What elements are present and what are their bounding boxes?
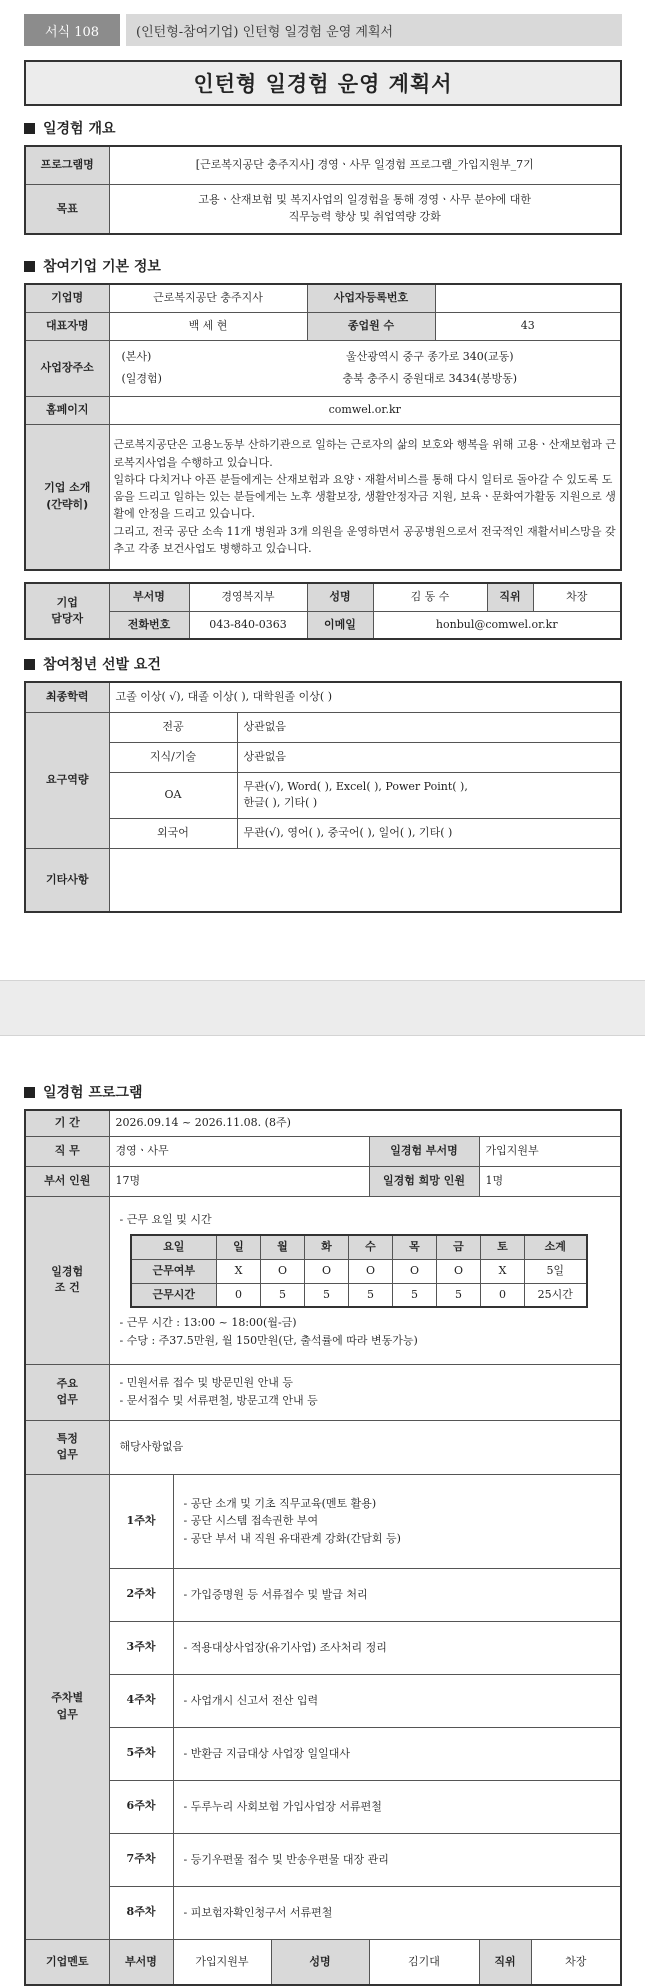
week-task-line: - 등기우편물 접수 및 반송우편물 대장 관리 — [183, 1852, 389, 1866]
week-label: 2주차 — [109, 1568, 173, 1621]
main-duty-label — [25, 1364, 109, 1420]
goal-line: 고용ㆍ산재보험 및 복지사업의 일경험을 통해 경영ㆍ사무 분야에 대한 — [198, 193, 532, 207]
schedule-cell: X — [217, 1259, 261, 1283]
schedule-cell: 5 — [349, 1283, 393, 1307]
week-label: 3주차 — [109, 1621, 173, 1674]
hq-address-row — [114, 349, 617, 366]
skill-label: 지식/기술 — [109, 742, 237, 772]
mentor-label: 기업멘토 — [25, 1939, 109, 1985]
contact-position-label: 직위 — [487, 583, 533, 611]
contact-dept-value: 경영복지부 — [189, 583, 307, 611]
oa-label: OA — [109, 772, 237, 818]
schedule-cell: O — [261, 1259, 305, 1283]
week-task-line: - 사업개시 신고서 전산 입력 — [183, 1693, 319, 1707]
work-condition-label — [25, 1196, 109, 1364]
week-label: 5주차 — [109, 1727, 173, 1780]
schedule-cell: O — [305, 1259, 349, 1283]
section-heading-overview — [24, 118, 116, 138]
schedule-header: 소계 — [525, 1235, 587, 1259]
weekly-label-line: 주차별 — [51, 1691, 84, 1704]
company-table — [24, 283, 622, 571]
special-duty-label — [25, 1420, 109, 1474]
schedule-cell: 0 — [217, 1283, 261, 1307]
week-tasks — [173, 1474, 621, 1568]
site-address: 충북 충주시 중원대로 3434(봉방동) — [342, 372, 518, 385]
schedule-cell: 5 — [437, 1283, 481, 1307]
main-duty-value — [109, 1364, 621, 1420]
schedule-header: 목 — [393, 1235, 437, 1259]
condition-pay: - 수당 : 주37.5만원, 월 150만원(단, 출석률에 따라 변동가능) — [119, 1333, 418, 1347]
site-address-row — [114, 371, 617, 388]
weekly-duty-label — [25, 1474, 109, 1939]
page-two — [0, 1036, 645, 1987]
program-name-label: 프로그램명 — [25, 146, 109, 184]
program-table — [24, 1109, 622, 1986]
section-title: 일경험 개요 — [43, 121, 116, 137]
major-label: 전공 — [109, 712, 237, 742]
dept-staff-label: 부서 인원 — [25, 1166, 109, 1196]
schedule-header: 일 — [217, 1235, 261, 1259]
form-number: 서식 108 — [24, 14, 120, 46]
schedule-cell: 5 — [305, 1283, 349, 1307]
week-task-line: - 피보험자확인청구서 서류편철 — [183, 1905, 333, 1919]
contact-table — [24, 582, 622, 640]
contact-dept-label: 부서명 — [109, 583, 189, 611]
etc-value — [109, 848, 621, 912]
section-title: 참여기업 기본 정보 — [43, 259, 161, 275]
schedule-cell: 25시간 — [525, 1283, 587, 1307]
week-tasks — [173, 1674, 621, 1727]
period-label: 기 간 — [25, 1110, 109, 1136]
major-value: 상관없음 — [237, 712, 621, 742]
job-label: 직 무 — [25, 1136, 109, 1166]
week-tasks — [173, 1621, 621, 1674]
special-label-line: 특정 — [56, 1431, 78, 1445]
contact-label-line: 담당자 — [51, 612, 84, 625]
contact-label-line: 기업 — [56, 595, 78, 609]
week-label: 7주차 — [109, 1833, 173, 1886]
oa-line: 한글( ), 기타( ) — [243, 796, 318, 809]
mentor-dept-value: 가입지원부 — [173, 1939, 271, 1985]
schedule-row-label: 근무여부 — [131, 1259, 217, 1283]
contact-position-value: 차장 — [533, 583, 621, 611]
section-heading-company — [24, 256, 161, 276]
schedule-header: 월 — [261, 1235, 305, 1259]
schedule-table — [130, 1234, 588, 1308]
schedule-header: 토 — [481, 1235, 525, 1259]
address-label: 사업장주소 — [25, 340, 109, 396]
week-tasks — [173, 1833, 621, 1886]
schedule-header: 요일 — [131, 1235, 217, 1259]
schedule-header: 금 — [437, 1235, 481, 1259]
schedule-header: 화 — [305, 1235, 349, 1259]
week-task-line: - 공단 부서 내 직원 유대관계 강화(간담회 등) — [183, 1531, 401, 1545]
wanted-count-value: 1명 — [479, 1166, 621, 1196]
homepage-label: 홈페이지 — [25, 396, 109, 424]
goal-value — [109, 184, 621, 234]
schedule-cell: 5 — [393, 1283, 437, 1307]
week-task-line: - 가입증명원 등 서류접수 및 발급 처리 — [183, 1587, 368, 1601]
mentor-position-value: 차장 — [531, 1939, 621, 1985]
week-task-line: - 반환금 지급대상 사업장 일일대사 — [183, 1746, 350, 1760]
square-bullet-icon — [24, 123, 35, 134]
schedule-cell: O — [393, 1259, 437, 1283]
competency-label: 요구역량 — [25, 712, 109, 848]
schedule-cell: O — [349, 1259, 393, 1283]
wanted-count-label: 일경험 희망 인원 — [369, 1166, 479, 1196]
program-name-value: [근로복지공단 충주지사] 경영ㆍ사무 일경험 프로그램_가입지원부_7기 — [109, 146, 621, 184]
business-reg-value — [435, 284, 621, 312]
intro-label-line: (간략히) — [46, 497, 89, 511]
ceo-label: 대표자명 — [25, 312, 109, 340]
contact-name-value: 김 동 수 — [373, 583, 487, 611]
education-value: 고졸 이상( √), 대졸 이상( ), 대학원졸 이상( ) — [109, 682, 621, 712]
page-one — [0, 0, 645, 980]
oa-line: 무관(√), Word( ), Excel( ), Power Point( ), — [243, 779, 468, 793]
site-label: (일경험) — [121, 372, 162, 385]
duty-label-line: 주요 — [56, 1376, 78, 1390]
goal-label: 목표 — [25, 184, 109, 234]
schedule-header: 수 — [349, 1235, 393, 1259]
week-label: 8주차 — [109, 1886, 173, 1939]
hq-label: (본사) — [121, 349, 152, 363]
contact-name-label: 성명 — [307, 583, 373, 611]
contact-phone-value: 043-840-0363 — [189, 611, 307, 639]
section-heading-program — [24, 1082, 143, 1102]
square-bullet-icon — [24, 659, 35, 670]
overview-table — [24, 145, 622, 235]
address-value — [109, 340, 621, 396]
company-intro-text: 근로복지공단은 고용노동부 산하기관으로 일하는 근로자의 삶의 보호와 행복을 위해 고용ㆍ산재보험과 근로복지사업을 수행하고 있습니다. 일하다 다치거나 아픈 분들에게는 산재보험과 요양ㆍ재활서비스를 통해 다시 일터로 돌아갈 수 있도록 도움을 드리고 일하는 있는 분들에게는 노후 생활보장, 생활안정자금 지원, 보육ㆍ문화여가활동 지원으로 생활에 안정을 드리고 있습니다. 그리고, 전국 공단 소속 11개 병원과 3개 의원을 운영하면서 공공병원으로서 전국적인 재활서비스망을 갖추고 각종 보건사업도 병행하고 있습니다. — [109, 424, 621, 570]
period-value: 2026.09.14 ~ 2026.11.08. (8주) — [109, 1110, 621, 1136]
contact-phone-label: 전화번호 — [109, 611, 189, 639]
schedule-cell: 5일 — [525, 1259, 587, 1283]
contact-label — [25, 583, 109, 639]
education-label: 최종학력 — [25, 682, 109, 712]
homepage-value: comwel.or.kr — [109, 396, 621, 424]
duty-label-line: 업무 — [56, 1393, 78, 1406]
employee-count-label: 종업원 수 — [307, 312, 435, 340]
week-tasks — [173, 1727, 621, 1780]
week-label: 4주차 — [109, 1674, 173, 1727]
hq-address: 울산광역시 중구 종가로 340(교동) — [345, 349, 514, 363]
week-tasks — [173, 1568, 621, 1621]
square-bullet-icon — [24, 1087, 35, 1098]
document-title: 인턴형 일경험 운영 계획서 — [24, 60, 622, 106]
special-duty-value: 해당사항없음 — [109, 1420, 621, 1474]
intro-label-line: 기업 소개 — [44, 481, 91, 495]
mentor-name-label: 성명 — [271, 1939, 369, 1985]
business-reg-label: 사업자등록번호 — [307, 284, 435, 312]
section-title: 일경험 프로그램 — [43, 1085, 143, 1101]
duty-line: - 민원서류 접수 및 방문민원 안내 등 — [119, 1376, 293, 1390]
contact-email-label: 이메일 — [307, 611, 373, 639]
weekly-label-line: 업무 — [56, 1707, 78, 1721]
schedule-cell: 5 — [261, 1283, 305, 1307]
page-separator — [0, 980, 645, 1036]
mentor-dept-label: 부서명 — [109, 1939, 173, 1985]
condition-time: - 근무 시간 : 13:00 ~ 18:00(월-금) — [119, 1316, 297, 1330]
form-title: (인턴형-참여기업) 인턴형 일경험 운영 계획서 — [126, 14, 622, 46]
etc-label: 기타사항 — [25, 848, 109, 912]
week-tasks — [173, 1780, 621, 1833]
section-title: 참여청년 선발 요건 — [43, 657, 161, 673]
skill-value: 상관없음 — [237, 742, 621, 772]
mentor-position-label: 직위 — [479, 1939, 531, 1985]
schedule-row-label: 근무시간 — [131, 1283, 217, 1307]
job-value: 경영ㆍ사무 — [109, 1136, 369, 1166]
language-label: 외국어 — [109, 818, 237, 848]
oa-value — [237, 772, 621, 818]
condition-intro: - 근무 요일 및 시간 — [119, 1212, 212, 1226]
language-value: 무관(√), 영어( ), 중국어( ), 일어( ), 기타( ) — [237, 818, 621, 848]
week-task-line: - 두루누리 사회보험 가입사업장 서류편철 — [183, 1799, 382, 1813]
mentor-name-value: 김기대 — [369, 1939, 479, 1985]
condition-label-line: 일경험 — [51, 1264, 84, 1278]
form-header — [24, 14, 622, 46]
employee-count-value: 43 — [435, 312, 621, 340]
week-task-line: - 공단 시스템 접속권한 부여 — [183, 1514, 319, 1528]
week-tasks — [173, 1886, 621, 1939]
ceo-value: 백 세 현 — [109, 312, 307, 340]
host-dept-label: 일경험 부서명 — [369, 1136, 479, 1166]
section-heading-requirements — [24, 654, 161, 674]
week-label: 1주차 — [109, 1474, 173, 1568]
requirements-table — [24, 681, 622, 913]
square-bullet-icon — [24, 261, 35, 272]
company-name-label: 기업명 — [25, 284, 109, 312]
schedule-cell: 0 — [481, 1283, 525, 1307]
schedule-cell: O — [437, 1259, 481, 1283]
dept-staff-value: 17명 — [109, 1166, 369, 1196]
goal-line: 직무능력 향상 및 취업역량 강화 — [288, 209, 441, 223]
host-dept-value: 가입지원부 — [479, 1136, 621, 1166]
schedule-cell: X — [481, 1259, 525, 1283]
condition-label-line: 조 건 — [54, 1281, 80, 1294]
company-intro-label — [25, 424, 109, 570]
duty-line: - 문서접수 및 서류편철, 방문고객 안내 등 — [119, 1394, 318, 1407]
company-name-value: 근로복지공단 충주지사 — [109, 284, 307, 312]
special-label-line: 업무 — [56, 1448, 78, 1461]
week-task-line: - 적용대상사업장(유기사업) 조사처리 정리 — [183, 1640, 387, 1654]
work-condition-value — [109, 1196, 621, 1364]
week-label: 6주차 — [109, 1780, 173, 1833]
contact-email-value: honbul@comwel.or.kr — [373, 611, 621, 639]
week-task-line: - 공단 소개 및 기초 직무교육(멘토 활용) — [183, 1496, 377, 1510]
